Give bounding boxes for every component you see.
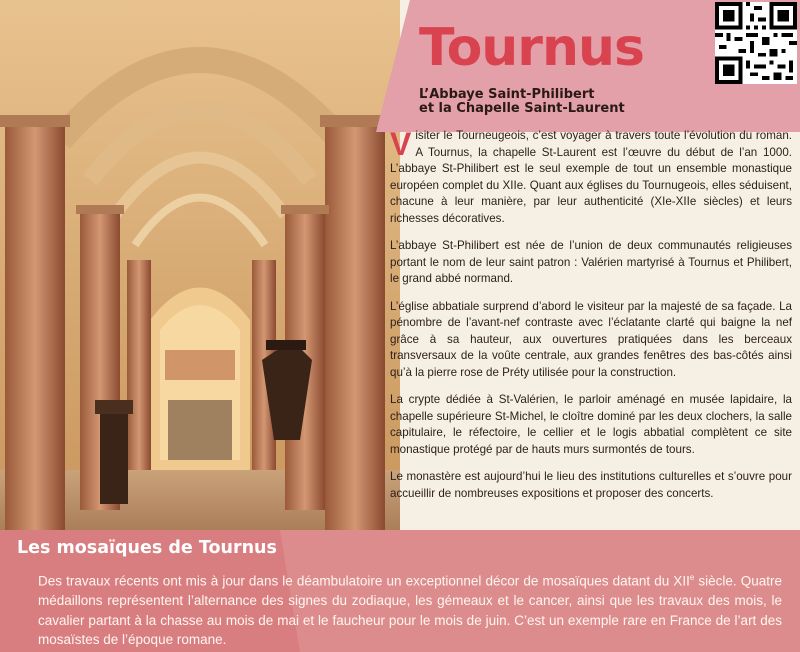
paragraph-intro-text: isiter le Tourneugeois, c’est voyager à travers toute l’évolution du roman. A Tournus, la chapelle St-Laurent est l’œuvre du début de l’an 1000. L’abbaye St-Philibert est le seul exemple de tout un ensemble monastique européen complet du XIIe. Quant aux églises du Tournugeois, elles séduisent, chacune à leur manière, par leur authenticité (XIe-XIIe siècles) et leurs richesses décoratives. xyxy=(390,129,792,225)
mosaic-section-title: Les mosaïques de Tournus xyxy=(17,538,277,558)
paragraph-monastic-buildings: La crypte dédiée à St-Valérien, le parloir aménagé en musée lapidaire, la chapelle supérieure St-Michel, le cloître dominé par les deux clochers, la salle capitulaire, le réfectoire, le cellier et le logis abbatial complètent ce site monastique protégé par de hauts murs surmontés de tours. xyxy=(390,393,792,456)
paragraph-abbey-origin: L’abbaye St-Philibert est née de l’union de deux communautés religieuses portant le nom de leur saint patron : Valérien martyrisé à Tournus et Philibert, le grand abbé normand. xyxy=(390,239,792,285)
subtitle-line-1: L’Abbaye Saint-Philibert xyxy=(419,87,595,102)
page-title: Tournus xyxy=(419,18,644,78)
qr-code-graphic xyxy=(715,2,797,84)
subtitle-line-2: et la Chapelle Saint-Laurent xyxy=(419,101,625,116)
mosaic-section-text xyxy=(38,568,782,650)
drop-cap: V xyxy=(390,126,412,162)
article-body xyxy=(390,128,792,513)
paragraph-intro xyxy=(390,128,792,227)
mosaic-text-part-1: Des travaux récents ont mis à jour dans le déambulatoire un exceptionnel décor de mosaïques datant du XII xyxy=(38,573,690,589)
nave-photo xyxy=(0,0,400,532)
nave-illustration xyxy=(0,0,400,532)
mosaic-text-superscript: e xyxy=(689,573,695,582)
paragraph-monastery-today: Le monastère est aujourd’hui le lieu des institutions culturelles et s’ouvre pour accueillir de nombreuses expositions et proposer des concerts. xyxy=(390,470,792,500)
mosaic-text-part-2: siècle. Quatre médaillons représentent l’alternance des signes du zodiaque, les gémeaux et le cancer, ainsi que les travaux des mois, le cavalier partant à la chasse au mois de mai et le faucheur pour le mois de juin. C’est un exemple rare en France de l’art des mosaïstes de l’époque romane. xyxy=(38,573,782,647)
qr-code[interactable] xyxy=(715,2,797,84)
paragraph-abbey-church: L’église abbatiale surprend d’abord le visiteur par la majesté de sa façade. La pénombre de l’avant-nef contraste avec l’éclatante clarté qui baigne la nef grâce à sa hauteur, aux ouvertures pratiquées dans les berceaux transversaux de la voûte centrale, aux grandes fenêtres des bas-côtés ainsi qu’à la pierre rose de Préty utilisée pour la construction. xyxy=(390,299,792,379)
